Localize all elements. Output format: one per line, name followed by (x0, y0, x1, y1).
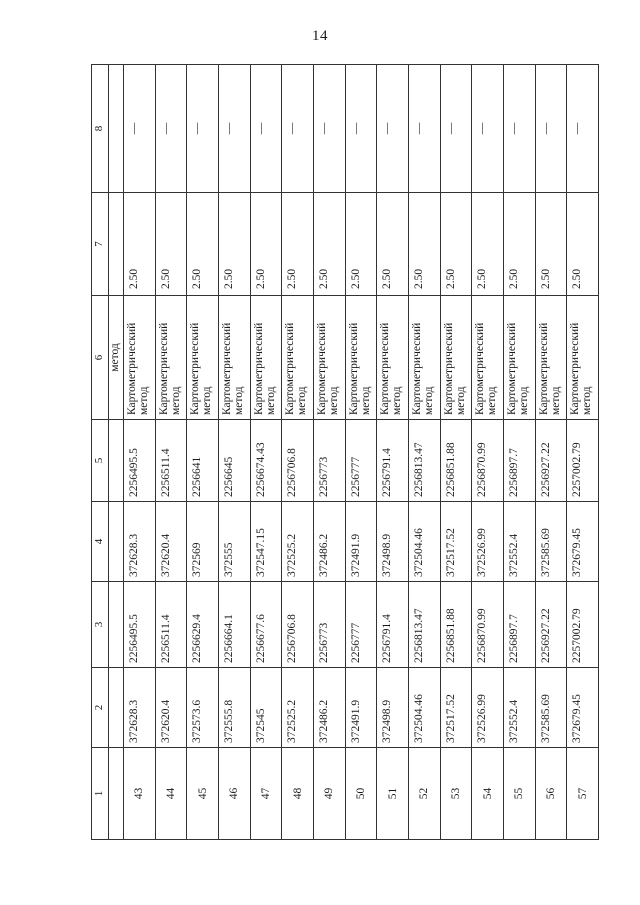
header-col-6: 6 (92, 296, 109, 420)
cell-x-refined: 372491.9 (345, 502, 377, 582)
cell-note: — (187, 65, 219, 193)
cell-y-refined: 2256706.8 (282, 420, 314, 502)
cell-y-refined: 2256674.43 (250, 420, 282, 502)
cell-accuracy: 2.50 (313, 193, 345, 296)
cell-method: Картометрический метод (567, 296, 599, 420)
cell-method: Картометрический метод (503, 296, 535, 420)
cell-x-existing: 372620.4 (155, 668, 187, 748)
header-col-4: 4 (92, 502, 109, 582)
cell-x-existing: 372491.9 (345, 668, 377, 748)
cell-y-existing: 2256813.47 (408, 582, 440, 668)
table-row (377, 65, 409, 840)
cell-method: Картометрический метод (187, 296, 219, 420)
cell-y-refined: 2256773 (313, 420, 345, 502)
table-row (503, 65, 535, 840)
cell-y-existing: 2257002.79 (567, 582, 599, 668)
cell-note: — (567, 65, 599, 193)
cell-x-refined: 372620.4 (155, 502, 187, 582)
cell-x-existing: 372628.3 (124, 668, 156, 748)
cell-accuracy: 2.50 (567, 193, 599, 296)
cell-method: Картометрический метод (377, 296, 409, 420)
table-row (124, 65, 156, 840)
cell-note: — (345, 65, 377, 193)
cell-accuracy: 2.50 (472, 193, 504, 296)
cell-x-refined: 372547.15 (250, 502, 282, 582)
row-number: 57 (567, 748, 599, 840)
cell-y-existing: 2256777 (345, 582, 377, 668)
cell-y-refined: 2256645 (218, 420, 250, 502)
table-row (535, 65, 567, 840)
row-number: 52 (408, 748, 440, 840)
table-row (472, 65, 504, 840)
row-number: 50 (345, 748, 377, 840)
cell-y-refined: 2256927.22 (535, 420, 567, 502)
cell-note: — (313, 65, 345, 193)
cell-y-existing: 2256791.4 (377, 582, 409, 668)
cell-method: Картометрический метод (124, 296, 156, 420)
cell-note: — (377, 65, 409, 193)
cell-note: — (155, 65, 187, 193)
continuation-method: метод (109, 296, 124, 420)
cell-x-existing: 372545 (250, 668, 282, 748)
cell-x-existing: 372679.45 (567, 668, 599, 748)
row-number: 46 (218, 748, 250, 840)
cell-y-existing: 2256927.22 (535, 582, 567, 668)
header-col-1: 1 (92, 748, 109, 840)
page-number: 14 (312, 28, 328, 44)
cell-y-existing: 2256511.4 (155, 582, 187, 668)
row-number: 54 (472, 748, 504, 840)
cell-x-refined: 372504.46 (408, 502, 440, 582)
cell-y-existing: 2256773 (313, 582, 345, 668)
cell-note: — (282, 65, 314, 193)
cell-note: — (535, 65, 567, 193)
cell-accuracy: 2.50 (155, 193, 187, 296)
cell-x-refined: 372555 (218, 502, 250, 582)
cell-accuracy: 2.50 (187, 193, 219, 296)
cell-x-existing: 372555.8 (218, 668, 250, 748)
coordinates-table-rotated (91, 65, 599, 840)
table-row (155, 65, 187, 840)
row-number: 44 (155, 748, 187, 840)
cell-note: — (503, 65, 535, 193)
cell-accuracy: 2.50 (377, 193, 409, 296)
header-col-5: 5 (92, 420, 109, 502)
header-row (92, 65, 109, 840)
cell-y-existing: 2256870.99 (472, 582, 504, 668)
cell-x-refined: 372552.4 (503, 502, 535, 582)
cell-x-existing: 372525.2 (282, 668, 314, 748)
cell-method: Картометрический метод (250, 296, 282, 420)
row-number: 51 (377, 748, 409, 840)
table-row (440, 65, 472, 840)
cell-y-refined: 2256777 (345, 420, 377, 502)
cell-method: Картометрический метод (535, 296, 567, 420)
row-number: 47 (250, 748, 282, 840)
cell-method: Картометрический метод (345, 296, 377, 420)
row-number: 53 (440, 748, 472, 840)
cell-x-refined: 372628.3 (124, 502, 156, 582)
rotated-table-container (91, 65, 599, 840)
cell-x-refined: 372569 (187, 502, 219, 582)
cell-note: — (124, 65, 156, 193)
row-number: 49 (313, 748, 345, 840)
cell-accuracy: 2.50 (535, 193, 567, 296)
cell-y-existing: 2256664.1 (218, 582, 250, 668)
table-row (408, 65, 440, 840)
cell-accuracy: 2.50 (218, 193, 250, 296)
cell-accuracy: 2.50 (345, 193, 377, 296)
cell-method: Картометрический метод (218, 296, 250, 420)
table-row (345, 65, 377, 840)
cell-y-refined: 2256511.4 (155, 420, 187, 502)
cell-method: Картометрический метод (408, 296, 440, 420)
cell-method: Картометрический метод (282, 296, 314, 420)
coordinates-table (91, 64, 599, 840)
row-number: 56 (535, 748, 567, 840)
cell-x-existing: 372585.69 (535, 668, 567, 748)
header-col-3: 3 (92, 582, 109, 668)
cell-x-refined: 372525.2 (282, 502, 314, 582)
table-row (282, 65, 314, 840)
cell-note: — (472, 65, 504, 193)
cell-y-refined: 2257002.79 (567, 420, 599, 502)
cell-accuracy: 2.50 (440, 193, 472, 296)
cell-accuracy: 2.50 (124, 193, 156, 296)
row-number: 45 (187, 748, 219, 840)
cell-x-refined: 372498.9 (377, 502, 409, 582)
cell-x-existing: 372552.4 (503, 668, 535, 748)
table-row (567, 65, 599, 840)
continuation-row (109, 65, 124, 840)
cell-note: — (440, 65, 472, 193)
cell-note: — (250, 65, 282, 193)
cell-y-refined: 2256791.4 (377, 420, 409, 502)
table-row (187, 65, 219, 840)
cell-y-refined: 2256641 (187, 420, 219, 502)
header-col-7: 7 (92, 193, 109, 296)
cell-y-refined: 2256495.5 (124, 420, 156, 502)
cell-method: Картометрический метод (440, 296, 472, 420)
cell-y-existing: 2256706.8 (282, 582, 314, 668)
header-col-8: 8 (92, 65, 109, 193)
table-row (250, 65, 282, 840)
row-number: 48 (282, 748, 314, 840)
cell-y-existing: 2256851.88 (440, 582, 472, 668)
cell-note: — (408, 65, 440, 193)
cell-x-existing: 372517.52 (440, 668, 472, 748)
cell-x-existing: 372498.9 (377, 668, 409, 748)
header-col-2: 2 (92, 668, 109, 748)
cell-x-refined: 372679.45 (567, 502, 599, 582)
cell-accuracy: 2.50 (250, 193, 282, 296)
cell-accuracy: 2.50 (282, 193, 314, 296)
cell-x-refined: 372526.99 (472, 502, 504, 582)
cell-x-existing: 372504.46 (408, 668, 440, 748)
row-number: 55 (503, 748, 535, 840)
cell-accuracy: 2.50 (408, 193, 440, 296)
cell-y-existing: 2256495.5 (124, 582, 156, 668)
cell-note: — (218, 65, 250, 193)
cell-method: Картометрический метод (472, 296, 504, 420)
cell-y-refined: 2256870.99 (472, 420, 504, 502)
cell-method: Картометрический метод (155, 296, 187, 420)
cell-y-existing: 2256897.7 (503, 582, 535, 668)
table-row (218, 65, 250, 840)
cell-x-refined: 372486.2 (313, 502, 345, 582)
cell-y-refined: 2256813.47 (408, 420, 440, 502)
cell-y-refined: 2256897.7 (503, 420, 535, 502)
cell-x-refined: 372585.69 (535, 502, 567, 582)
cell-y-refined: 2256851.88 (440, 420, 472, 502)
table-row (313, 65, 345, 840)
cell-x-existing: 372486.2 (313, 668, 345, 748)
cell-x-existing: 372526.99 (472, 668, 504, 748)
cell-method: Картометрический метод (313, 296, 345, 420)
cell-x-existing: 372573.6 (187, 668, 219, 748)
row-number: 43 (124, 748, 156, 840)
cell-y-existing: 2256677.6 (250, 582, 282, 668)
cell-y-existing: 2256629.4 (187, 582, 219, 668)
cell-accuracy: 2.50 (503, 193, 535, 296)
cell-x-refined: 372517.52 (440, 502, 472, 582)
